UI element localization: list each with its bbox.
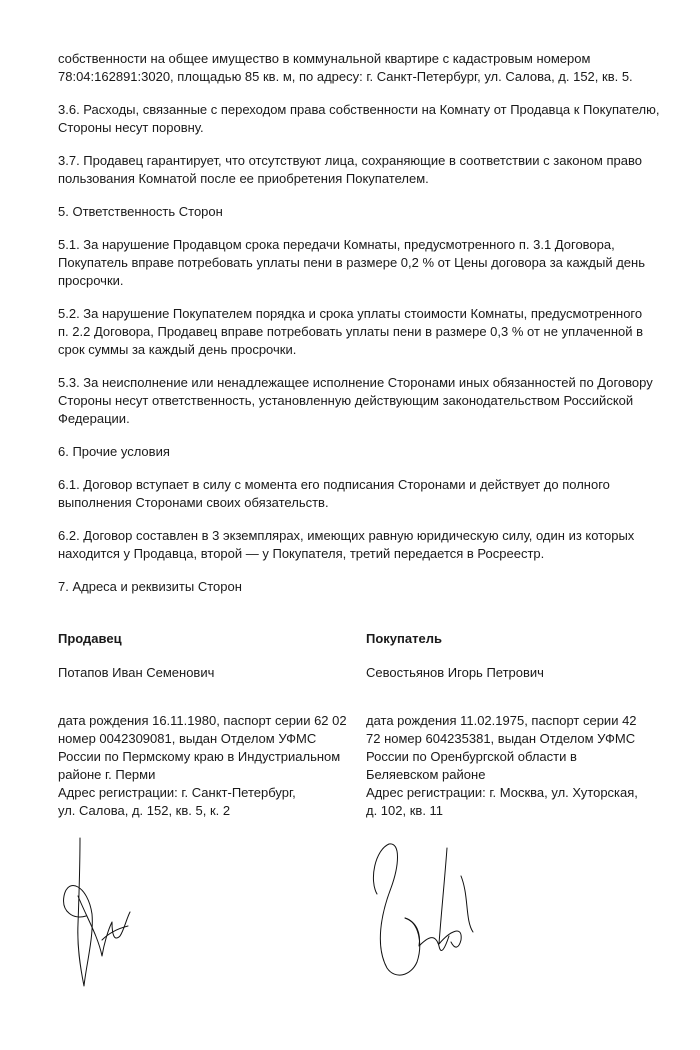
seller-signature <box>58 836 148 999</box>
buyer-block <box>366 630 656 818</box>
buyer-signature-drawing <box>365 836 495 986</box>
section-heading-6: 6. Прочие условия <box>58 444 170 459</box>
paragraph-property-share: собственности на общее имущество в коммунальной квартире с кадастровым номером 78:04:162891:3020, площадью 85 кв. м, по адресу: г. Санкт-Петербург, ул. Салова, д. 152, кв. 5. <box>58 51 633 84</box>
paragraph-5-3: 5.3. За неисполнение или ненадлежащее исполнение Сторонами иных обязанностей по Договору Стороны несут ответственность, установленную действующим законодательством Российской Федерации. <box>58 375 653 426</box>
paragraph-6-1: 6.1. Договор вступает в силу с момента его подписания Сторонами и действует до полного выполнения Сторонами своих обязательств. <box>58 477 610 510</box>
paragraph-3-7: 3.7. Продавец гарантирует, что отсутствуют лица, сохраняющие в соответствии с законом право пользования Комнатой после ее приобретения Покупателем. <box>58 153 642 186</box>
buyer-name: Севостьянов Игорь Петрович <box>366 665 544 680</box>
paragraph-5-2: 5.2. За нарушение Покупателем порядка и срока уплаты стоимости Комнаты, предусмотренного п. 2.2 Договора, Продавец вправе потребовать уплаты пени в размере 0,3 % от не уплаченной в срок суммы за каждый день просрочки. <box>58 306 644 357</box>
seller-name: Потапов Иван Семенович <box>58 665 215 680</box>
paragraph-3-6: 3.6. Расходы, связанные с переходом права собственности на Комнату от Продавца к Покупателю, Стороны несут поровну. <box>58 102 660 135</box>
paragraph-5-1: 5.1. За нарушение Продавцом срока передачи Комнаты, предусмотренного п. 3.1 Договора, Покупатель вправе потребовать уплаты пени в размере 0,2 % от Цены договора за каждый день просрочки. <box>58 237 645 288</box>
seller-label: Продавец <box>58 631 122 646</box>
section-heading-7: 7. Адреса и реквизиты Сторон <box>58 579 242 594</box>
buyer-signature <box>365 836 495 989</box>
buyer-details: дата рождения 11.02.1975, паспорт серии 42 72 номер 604235381, выдан Отделом УФМС России по Оренбургской области в Беляевском районе Адрес регистрации: г. Москва, ул. Хуторская, д. 102, кв. 11 <box>366 713 638 818</box>
seller-block <box>58 630 348 818</box>
seller-signature-drawing <box>58 836 148 996</box>
buyer-label: Покупатель <box>366 631 442 646</box>
paragraph-6-2: 6.2. Договор составлен в 3 экземплярах, имеющих равную юридическую силу, один из которых находится у Продавца, второй — у Покупателя, третий передается в Росреестр. <box>58 528 635 561</box>
seller-details: дата рождения 16.11.1980, паспорт серии 62 02 номер 0042309081, выдан Отделом УФМС России по Пермскому краю в Индустриальном районе г. Перми Адрес регистрации: г. Санкт-Петербург, ул. Салова, д. 152, кв. 5, к. 2 <box>58 713 347 818</box>
document-body <box>58 50 668 611</box>
section-heading-5: 5. Ответственность Сторон <box>58 204 223 219</box>
